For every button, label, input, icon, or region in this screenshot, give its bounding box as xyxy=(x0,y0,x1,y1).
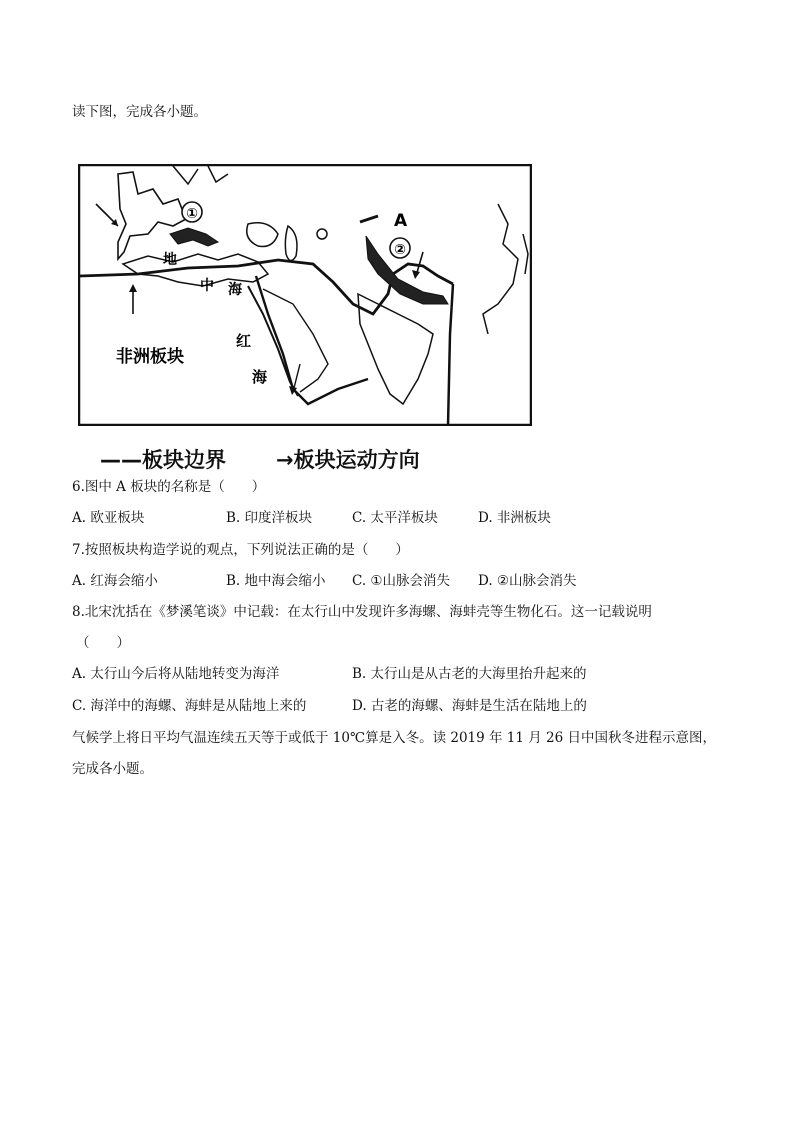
marker-1-label: ① xyxy=(186,206,198,222)
q7-option-d: D. ②山脉会消失 xyxy=(478,573,577,589)
red-sea-label-2: 海 xyxy=(252,368,268,386)
q6-option-a: A. 欧亚板块 xyxy=(72,510,145,526)
legend-direction: →板块运动方向 xyxy=(276,448,420,472)
africa-plate-label: 非洲板块 xyxy=(116,347,184,367)
intro2-line2: 完成各小题。 xyxy=(72,761,153,777)
q8-option-a: A. 太行山今后将从陆地转变为海洋 xyxy=(72,666,280,682)
q6-option-d: D. 非洲板块 xyxy=(478,510,551,526)
legend-boundary: ——板块边界 xyxy=(100,448,226,472)
q8-option-b: B. 太行山是从古老的大海里抬升起来的 xyxy=(352,666,587,682)
question-6-stem: 6.图中 A 板块的名称是（ ） xyxy=(72,479,266,495)
intro-text: 读下图，完成各小题。 xyxy=(72,104,207,120)
q8-option-c: C. 海洋中的海螺、海蚌是从陆地上来的 xyxy=(72,698,307,714)
q6-option-b: B. 印度洋板块 xyxy=(226,510,313,526)
question-8-stem-line2: （ ） xyxy=(76,635,130,651)
med-label-3: 海 xyxy=(228,282,242,298)
plate-tectonics-map xyxy=(78,164,532,426)
q6-option-c: C. 太平洋板块 xyxy=(352,510,438,526)
marker-2-label: ② xyxy=(394,242,406,258)
intro2-line1: 气候学上将日平均气温连续五天等于或低于 10℃算是入冬。读 2019 年 11 月 26 日中国秋冬进程示意图， xyxy=(72,730,717,746)
red-sea-label-1: 红 xyxy=(236,332,252,350)
q8-option-d: D. 古老的海螺、海蚌是生活在陆地上的 xyxy=(352,698,587,714)
question-8-stem-line1: 8.北宋沈括在《梦溪笔谈》中记载：在太行山中发现许多海螺、海蚌壳等生物化石。这一记载说明 xyxy=(72,604,652,620)
q7-option-a: A. 红海会缩小 xyxy=(72,573,158,589)
med-label-1: 地 xyxy=(163,252,177,268)
med-label-2: 中 xyxy=(200,278,214,294)
plate-a-label: A xyxy=(394,211,408,231)
question-7-stem: 7.按照板块构造学说的观点，下列说法正确的是（ ） xyxy=(72,542,409,558)
q7-option-b: B. 地中海会缩小 xyxy=(226,573,326,589)
q7-option-c: C. ①山脉会消失 xyxy=(352,573,451,589)
